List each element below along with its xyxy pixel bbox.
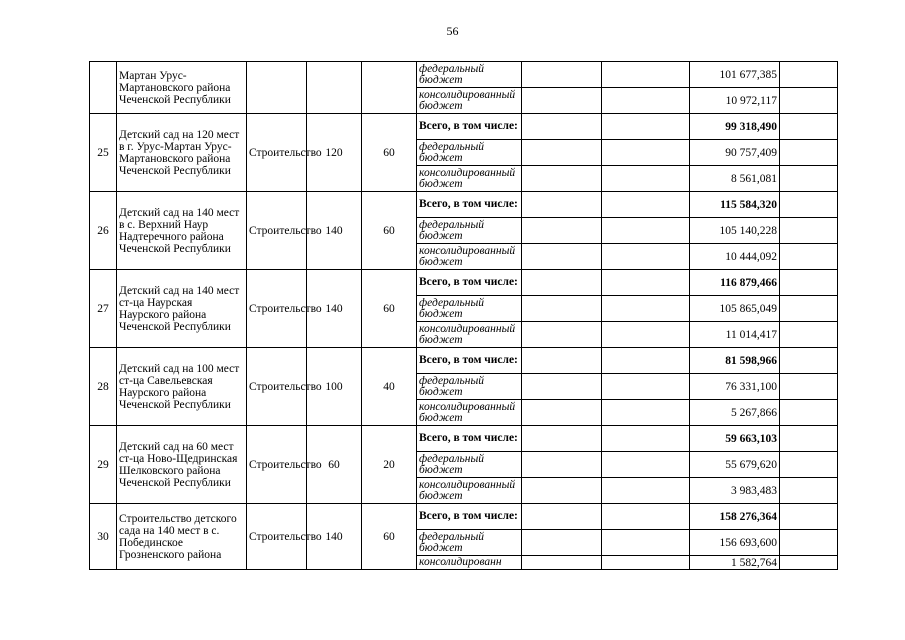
places-cell: 60 (362, 504, 417, 570)
row-number-cell: 27 (90, 270, 117, 348)
funding-source-cell: Всего, в том числе: (417, 114, 522, 140)
row-number-cell: 30 (90, 504, 117, 570)
row-number-cell: 29 (90, 426, 117, 504)
empty-cell (602, 62, 690, 88)
empty-cell (522, 322, 602, 348)
work-type-cell: Строительство (247, 270, 307, 348)
places-cell: 40 (362, 348, 417, 426)
object-name-cell: Детский сад на 140 мест в с. Верхний Наур Надтеречного района Чеченской Республики (117, 192, 247, 270)
funding-source-cell: Всего, в том числе: (417, 426, 522, 452)
object-name-cell: Детский сад на 100 мест ст-ца Савельевская Наурского района Чеченской Республики (117, 348, 247, 426)
work-type-cell: Строительство (247, 114, 307, 192)
capacity-cell: 100 (307, 348, 362, 426)
empty-cell (602, 140, 690, 166)
table-row (90, 270, 838, 296)
empty-cell (602, 452, 690, 478)
funding-source-cell: консолидированный бюджет (417, 322, 522, 348)
empty-cell (602, 114, 690, 140)
amount-cell: 158 276,364 (690, 504, 780, 530)
empty-cell (522, 270, 602, 296)
empty-cell (522, 556, 602, 570)
table-row (90, 504, 838, 530)
empty-cell (602, 296, 690, 322)
empty-cell (602, 166, 690, 192)
amount-cell: 99 318,490 (690, 114, 780, 140)
empty-cell (602, 400, 690, 426)
amount-cell: 10 972,117 (690, 88, 780, 114)
amount-cell: 90 757,409 (690, 140, 780, 166)
empty-cell (522, 62, 602, 88)
funding-source-cell: федеральный бюджет (417, 218, 522, 244)
empty-cell (522, 504, 602, 530)
empty-cell (780, 530, 838, 556)
places-cell: 60 (362, 192, 417, 270)
places-cell: 60 (362, 114, 417, 192)
empty-cell (780, 452, 838, 478)
object-name-cell: Детский сад на 120 мест в г. Урус-Мартан Урус-Мартановского района Чеченской Республики (117, 114, 247, 192)
capacity-cell: 60 (307, 426, 362, 504)
empty-cell (780, 270, 838, 296)
funding-source-cell: федеральный бюджет (417, 62, 522, 88)
amount-cell: 3 983,483 (690, 478, 780, 504)
empty-cell (522, 218, 602, 244)
empty-cell (780, 322, 838, 348)
table-row (90, 192, 838, 218)
empty-cell (780, 400, 838, 426)
empty-cell (522, 192, 602, 218)
empty-cell (522, 452, 602, 478)
funding-source-cell: федеральный бюджет (417, 530, 522, 556)
amount-cell: 5 267,866 (690, 400, 780, 426)
places-cell (362, 62, 417, 114)
amount-cell: 105 140,228 (690, 218, 780, 244)
empty-cell (780, 218, 838, 244)
empty-cell (522, 400, 602, 426)
table-row (90, 348, 838, 374)
empty-cell (602, 504, 690, 530)
funding-source-cell: консолидированный бюджет (417, 400, 522, 426)
funding-source-cell: Всего, в том числе: (417, 504, 522, 530)
empty-cell (522, 374, 602, 400)
funding-source-cell: Всего, в том числе: (417, 192, 522, 218)
amount-cell: 101 677,385 (690, 62, 780, 88)
empty-cell (780, 478, 838, 504)
amount-cell: 115 584,320 (690, 192, 780, 218)
row-number-cell: 25 (90, 114, 117, 192)
empty-cell (522, 296, 602, 322)
amount-cell: 59 663,103 (690, 426, 780, 452)
object-name-cell: Строительство детского сада на 140 мест в с. Побединское Грозненского района (117, 504, 247, 570)
empty-cell (780, 166, 838, 192)
row-number-cell: 28 (90, 348, 117, 426)
places-cell: 60 (362, 270, 417, 348)
table-row (90, 114, 838, 140)
funding-source-cell: консолидированный бюджет (417, 166, 522, 192)
page-number: 56 (446, 24, 459, 38)
amount-cell: 81 598,966 (690, 348, 780, 374)
capacity-cell (307, 62, 362, 114)
funding-source-cell: Всего, в том числе: (417, 348, 522, 374)
empty-cell (522, 478, 602, 504)
empty-cell (602, 348, 690, 374)
empty-cell (522, 166, 602, 192)
capacity-cell: 120 (307, 114, 362, 192)
funding-source-cell: консолидированный бюджет (417, 88, 522, 114)
empty-cell (522, 244, 602, 270)
empty-cell (780, 296, 838, 322)
object-name-cell: Детский сад на 140 мест ст-ца Наурская Наурского района Чеченской Республики (117, 270, 247, 348)
empty-cell (602, 322, 690, 348)
empty-cell (780, 244, 838, 270)
capacity-cell: 140 (307, 192, 362, 270)
row-number-cell (90, 62, 117, 114)
amount-cell: 55 679,620 (690, 452, 780, 478)
empty-cell (602, 530, 690, 556)
empty-cell (522, 348, 602, 374)
empty-cell (602, 270, 690, 296)
empty-cell (602, 374, 690, 400)
work-type-cell (247, 62, 307, 114)
capacity-cell: 140 (307, 504, 362, 570)
empty-cell (780, 426, 838, 452)
work-type-cell: Строительство (247, 426, 307, 504)
funding-source-cell: консолидированный бюджет (417, 244, 522, 270)
object-name-cell: Мартан Урус-Мартановского района Чеченской Республики (117, 62, 247, 114)
work-type-cell: Строительство (247, 504, 307, 570)
funding-source-cell: федеральный бюджет (417, 374, 522, 400)
empty-cell (780, 556, 838, 570)
empty-cell (780, 504, 838, 530)
amount-cell: 105 865,049 (690, 296, 780, 322)
empty-cell (780, 374, 838, 400)
funding-source-cell: федеральный бюджет (417, 452, 522, 478)
funding-source-cell: консолидированн (417, 556, 522, 570)
empty-cell (602, 556, 690, 570)
empty-cell (602, 426, 690, 452)
work-type-cell: Строительство (247, 192, 307, 270)
funding-source-cell: федеральный бюджет (417, 140, 522, 166)
amount-cell: 1 582,764 (690, 556, 780, 570)
amount-cell: 156 693,600 (690, 530, 780, 556)
amount-cell: 76 331,100 (690, 374, 780, 400)
funding-source-cell: Всего, в том числе: (417, 270, 522, 296)
empty-cell (522, 114, 602, 140)
empty-cell (602, 88, 690, 114)
table-row (90, 426, 838, 452)
object-name-cell: Детский сад на 60 мест ст-ца Ново-Щедринская Шелковского района Чеченской Республики (117, 426, 247, 504)
table-body (90, 62, 838, 570)
empty-cell (602, 478, 690, 504)
empty-cell (780, 88, 838, 114)
empty-cell (780, 192, 838, 218)
capacity-cell: 140 (307, 270, 362, 348)
empty-cell (522, 530, 602, 556)
amount-cell: 10 444,092 (690, 244, 780, 270)
empty-cell (602, 218, 690, 244)
budget-table (89, 61, 838, 570)
empty-cell (522, 88, 602, 114)
work-type-cell: Строительство (247, 348, 307, 426)
empty-cell (522, 140, 602, 166)
places-cell: 20 (362, 426, 417, 504)
amount-cell: 11 014,417 (690, 322, 780, 348)
empty-cell (780, 114, 838, 140)
amount-cell: 116 879,466 (690, 270, 780, 296)
empty-cell (780, 140, 838, 166)
empty-cell (780, 62, 838, 88)
amount-cell: 8 561,081 (690, 166, 780, 192)
funding-source-cell: федеральный бюджет (417, 296, 522, 322)
row-number-cell: 26 (90, 192, 117, 270)
empty-cell (602, 192, 690, 218)
empty-cell (602, 244, 690, 270)
table-row (90, 62, 838, 88)
empty-cell (522, 426, 602, 452)
empty-cell (780, 348, 838, 374)
funding-source-cell: консолидированный бюджет (417, 478, 522, 504)
